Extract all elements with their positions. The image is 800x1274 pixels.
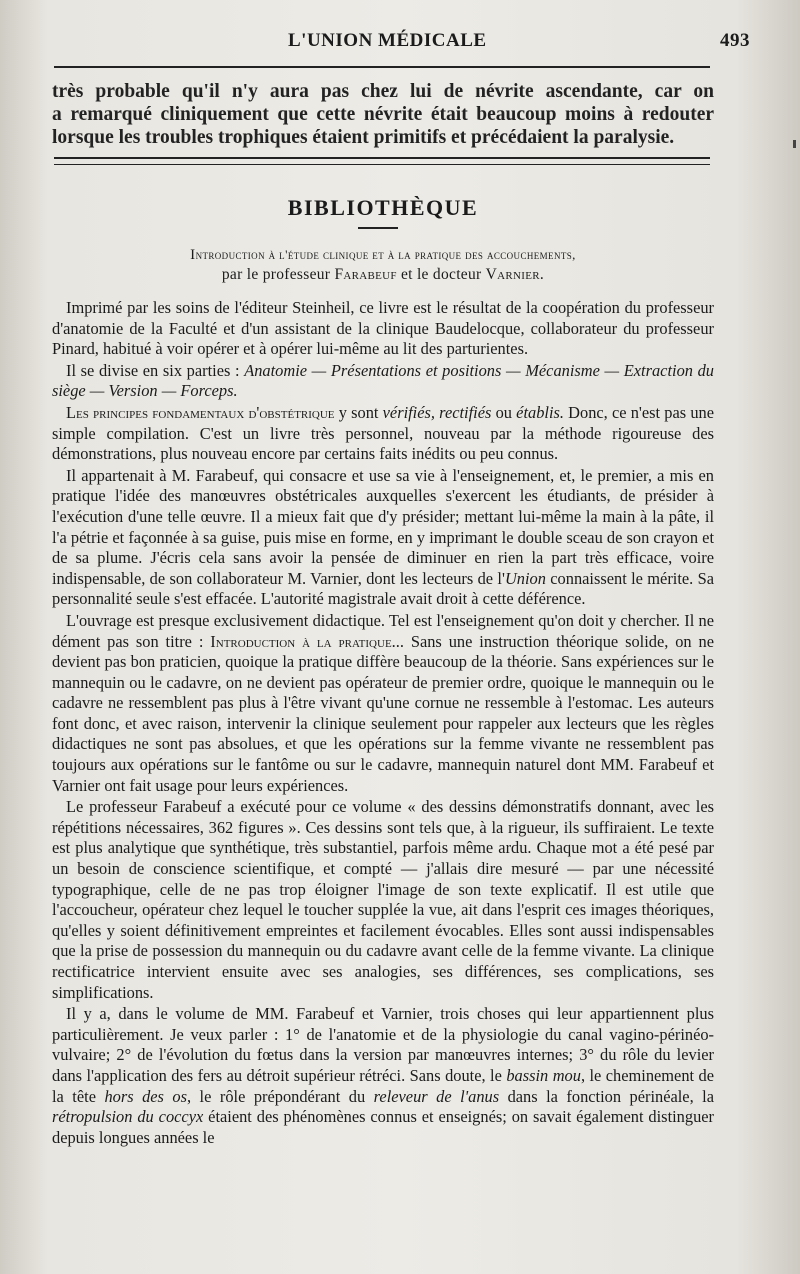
review-body (52, 298, 714, 1148)
p4-text-a: Il appartenait à M. Farabeuf, qui consacre et use sa vie à l'enseignement, et, le premier, a mis en pratique l'idée des manœuvres obstétricales auxquelles s'exercent les étudiants, de présider à l'exécution d'une telle œuvre. Il a mieux fait que d'y présider; mettant lui-même la main à la pâte, il l'a pétrie et façonnée à sa guise, puis mise en forme, en y imprimant le double sceau de son crayon et de sa plume. J'écris cela sans avoir la pensée de diminuer en rien la part très efficace, voire indispensable, de son collaborateur M. Varnier, dont les lecteurs de l' (52, 465, 714, 588)
p3-italic-1: vérifiés, rectifiés (382, 402, 492, 422)
author-farabeuf: Farabeuf (334, 266, 397, 283)
p7-text-a: Il y a, dans le volume de MM. Farabeuf et Varnier, trois choses qui leur appartiennent plus particulièrement. Je veux parler : 1° de l'anatomie et de la physiologie du canal vagino-périnéo-vulvaire; 2° de l'évolution du fœtus dans la version par manœuvres internes; 3° du rôle du levier dans l'application des fers au détroit supérieur rétréci. Sans doute, le (52, 1004, 714, 1085)
p3-text-c: Donc, ce n'est pas une simple compilation. C'est un livre très personnel, nouveau par la méthode rigoureuse des démonstrations, plus nouveau encore par certains faits inédits ou peu connus. (52, 402, 714, 464)
book-title (52, 247, 714, 264)
header-rule (54, 66, 710, 68)
authors-part-3: . (539, 266, 545, 283)
carry-over-paragraph (52, 80, 714, 149)
p7-italic-3: releveur de l'anus (373, 1086, 500, 1106)
p5-smallcaps: Introduction à la pratique... (210, 631, 404, 651)
p3-smallcaps: Les principes fondamentaux d'obstétrique (66, 402, 335, 422)
p4-italic-union: Union (504, 568, 546, 588)
title-dash (358, 227, 398, 229)
authors-part-2: et le docteur (396, 266, 486, 283)
author-varnier: Varnier (485, 266, 540, 283)
carry-line-1: très probable qu'il n'y aura pas chez lui de névrite ascendante, car on (52, 81, 714, 102)
p3-italic-2: établis. (516, 402, 564, 422)
book-authors (52, 266, 714, 284)
p7-text-b: , le cheminement de la tête (52, 1065, 715, 1106)
p7-text-e: étaient des phénomènes connus et enseignés; on savait également distinguer depuis longues années le (52, 1107, 714, 1147)
p7-italic-1: bassin mou (506, 1065, 581, 1085)
carry-line-3: lorsque les troubles trophiques étaient primitifs et précédaient la paralysie. (52, 127, 675, 148)
running-title: L'UNION MÉDICALE (288, 30, 487, 51)
page-number: 493 (720, 30, 750, 51)
p5-text-a: L'ouvrage est presque exclusivement didactique. Tel est l'enseignement qu'on doit y chercher. Il ne dément pas son titre : (52, 610, 714, 651)
paragraph-4 (52, 466, 714, 610)
p3-text-b: ou (491, 402, 517, 422)
book-title-initial: I (190, 247, 196, 263)
p7-italic-4: rétropulsion du coccyx (52, 1107, 204, 1127)
paragraph-1: Imprimé par les soins de l'éditeur Steinheil, ce livre est le résultat de la coopération du professeur d'anatomie de la Faculté et d'un assistant de la clinique Baudelocque, collaborateur du professeur Pinard, habitué à voir opérer et à opérer lui-même au lit des parturientes. (52, 298, 714, 359)
page-edge-mark (793, 140, 796, 148)
carry-line-2: a remarqué cliniquement que cette névrite était beaucoup moins à redouter (52, 104, 714, 125)
p2-text: Il se divise en six parties : (66, 360, 245, 380)
p7-text-d: dans la fonction périnéale, la (499, 1086, 714, 1106)
paragraph-7 (52, 1004, 714, 1148)
running-header (52, 30, 750, 60)
p7-text-c: , le rôle prépondérant du (186, 1086, 374, 1106)
paragraph-5 (52, 611, 714, 796)
book-title-text: ntroduction à l'étude clinique et à la pratique des accouchements, (195, 247, 576, 262)
p2-parts-list: Anatomie — Présentations et positions — Mécanisme — Extraction du siège — Version — Forceps. (52, 360, 714, 401)
p5-text-b: Sans une instruction théorique solide, on ne devient pas bon praticien, quoique la pratique diffère beaucoup de la théorie. Sans expériences sur le mannequin ou le cadavre, on ne devient pas opérateur de premier ordre, quoique le mannequin ou le cadavre ne ressemblent pas plus à l'être vivant qu'une cornue ne ressemble à l'estomac. Les auteurs font donc, et avec raison, intervenir la clinique seulement pour rappeler aux lecteurs que les règles didactiques ne sont pas absolues, et que les opérations sur la femme vivante ne ressemblent pas toujours aux opérations sur le fantôme ou sur le cadavre, mannequin naturel dont MM. Farabeuf et Varnier ont fait usage pour leurs expériences. (52, 631, 714, 795)
paragraph-2 (52, 361, 714, 402)
section-separator (54, 157, 710, 165)
p3-text-a: y sont (334, 402, 383, 422)
paragraph-3 (52, 403, 714, 465)
p7-italic-2: hors des os (104, 1086, 187, 1106)
p4-text-b: connaissent le mérite. Sa personnalité seule s'est effacée. L'autorité magistrale avait droit à cette déférence. (52, 568, 715, 609)
paragraph-6: Le professeur Farabeuf a exécuté pour ce volume « des dessins démonstratifs donnant, avec les répétitions nécessaires, 362 figures ». Ces dessins sont tels que, à la rigueur, ils suffiraient. Le texte est plus analytique que synthétique, très substantiel, parfois même ardu. Chaque mot a été pesé par un besoin de conscience scientifique, et compté — j'allais dire mesuré — par une nécessité typographique, celle de ne pas trop éloigner l'image de son texte explicatif. Il est utile que l'accoucheur, opérateur chez lequel le toucher supplée la vue, ait dans l'esprit ces images théoriques, qu'elles y soient définitivement empreintes et facilement évocables. Elles sont aussi indispensables que la prise de possession du mannequin ou du cadavre avant celle de la femme vivante. La clinique rectificatrice intervient ensuite avec ses analogies, ses différences, ses complications, ses simplifications. (52, 797, 714, 1002)
section-title: BIBLIOTHÈQUE (287, 195, 479, 220)
authors-part-1: par le professeur (221, 266, 335, 283)
